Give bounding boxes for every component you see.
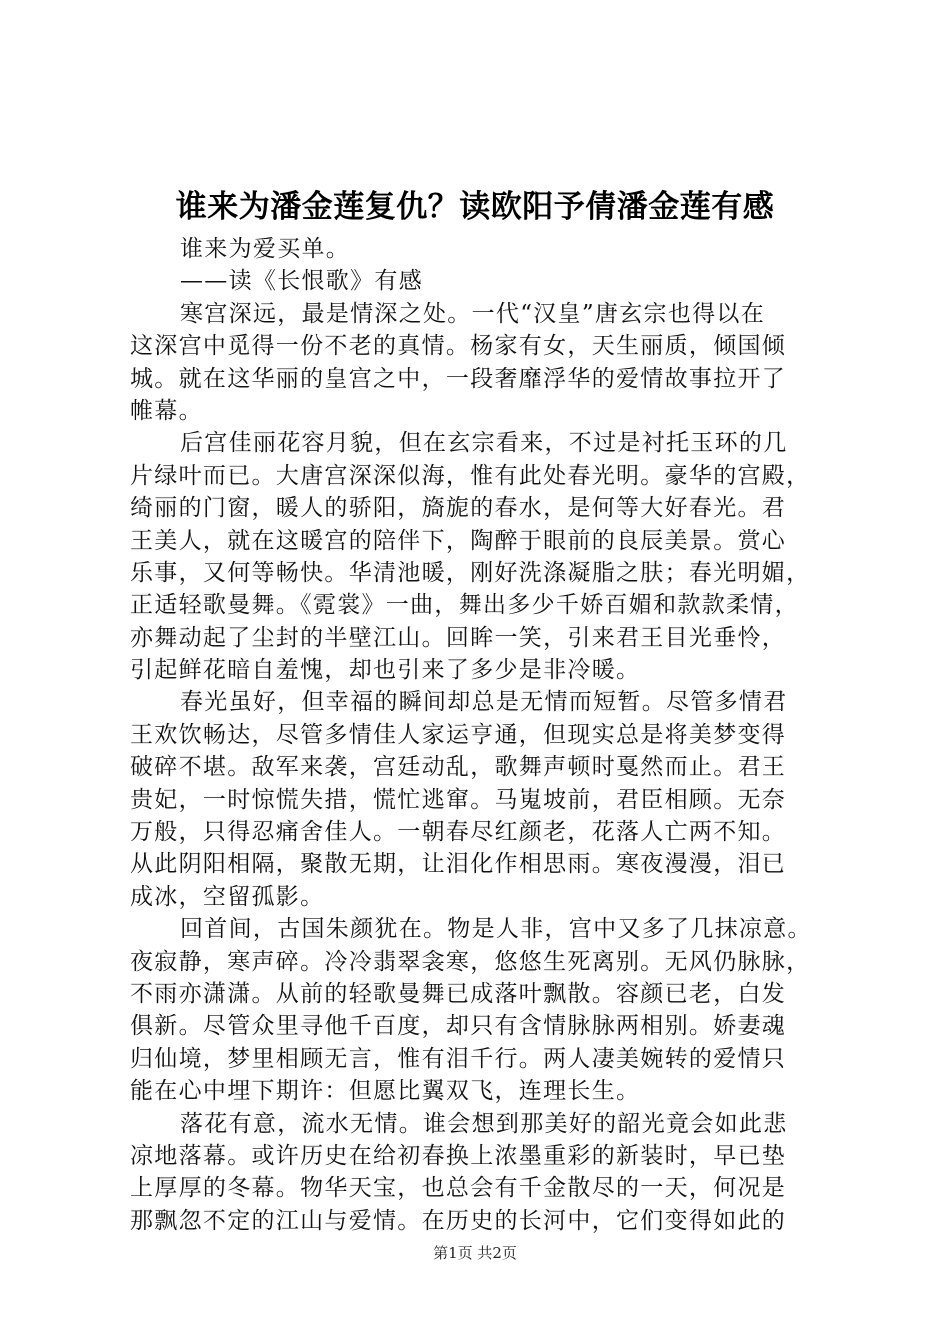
document-title: 谁来为潘金莲复仇？读欧阳予倩潘金莲有感	[175, 189, 775, 225]
text-line: 上厚厚的冬幕。物华天宝，也总会有千金散尽的一天，何况是	[130, 1175, 787, 1202]
paragraph	[130, 686, 826, 913]
document-body	[130, 233, 826, 1237]
text-line: 破碎不堪。敌军来袭，宫廷动乱，歌舞声顿时戛然而止。君王	[130, 754, 787, 781]
paragraph	[130, 913, 826, 1107]
paragraph	[130, 427, 826, 686]
text-line: 谁来为爱买单。	[180, 236, 351, 262]
text-line: 寒宫深远，最是情深之处。一代“汉皇”唐玄宗也得以在	[180, 300, 766, 327]
text-line: 后宫佳丽花容月貌，但在玄宗看来，不过是衬托玉环的几	[180, 430, 788, 457]
page-footer: 第1页 共2页	[433, 1244, 517, 1262]
text-line: 亦舞动起了尘封的半壁江山。回眸一笑，引来君王目光垂怜，	[130, 624, 787, 651]
text-line: 万般，只得忍痛舍佳人。一朝春尽红颜老，花落人亡两不知。	[130, 819, 787, 846]
text-line: 从此阴阳相隔，聚散无期，让泪化作相思雨。寒夜漫漫，泪已	[130, 851, 787, 878]
text-line: 绮丽的门窗，暖人的骄阳，旖旎的春水，是何等大好春光。君	[130, 495, 787, 522]
text-line: 成冰，空留孤影。	[130, 883, 325, 910]
text-line: 落花有意，流水无情。谁会想到那美好的韶光竟会如此悲	[180, 1110, 788, 1137]
paragraph	[130, 233, 826, 265]
text-line: 贵妃，一时惊慌失措，慌忙逃窜。马嵬坡前，君臣相顾。无奈	[130, 786, 787, 813]
text-line: 帷幕。	[130, 397, 203, 424]
paragraph	[130, 298, 826, 428]
text-line: 正适轻歌曼舞。《霓裳》一曲，舞出多少千娇百媚和款款柔情，	[130, 592, 799, 619]
text-line: 不雨亦潇潇。从前的轻歌曼舞已成落叶飘散。容颜已老，白发	[130, 980, 787, 1007]
text-line: 引起鲜花暗自羞愧，却也引来了多少是非冷暖。	[130, 657, 641, 684]
text-line: 这深宫中觅得一份不老的真情。杨家有女，天生丽质，倾国倾	[130, 333, 787, 360]
text-line: 回首间，古国朱颜犹在。物是人非，宫中又多了几抹凉意。	[180, 916, 812, 943]
text-line: 那飘忽不定的江山与爱情。在历史的长河中，它们变得如此的	[130, 1207, 787, 1234]
text-line: 能在心中埋下期许：但愿比翼双飞，连理长生。	[130, 1078, 641, 1105]
text-line: ——读《长恨歌》有感	[180, 268, 423, 295]
text-line: 夜寂静，寒声碎。冷冷翡翠衾寒，悠悠生死离别。无风仍脉脉，	[130, 948, 811, 975]
text-line: 王美人，就在这暖宫的陪伴下，陶醉于眼前的良辰美景。赏心	[130, 527, 787, 554]
text-line: 春光虽好，但幸福的瞬间却总是无情而短暂。尽管多情君	[180, 689, 788, 716]
paragraph	[130, 1108, 826, 1238]
text-line: 王欢饮畅达，尽管多情佳人家运亨通，但现实总是将美梦变得	[130, 721, 787, 748]
text-line: 乐事，又何等畅快。华清池暖，刚好洗涤凝脂之肤；春光明媚，	[130, 559, 811, 586]
text-line: 城。就在这华丽的皇宫之中，一段奢靡浮华的爱情故事拉开了	[130, 365, 787, 392]
text-line: 俱新。尽管众里寻他千百度，却只有含情脉脉两相别。娇妻魂	[130, 1013, 787, 1040]
text-line: 归仙境，梦里相顾无言，惟有泪千行。两人凄美婉转的爱情只	[130, 1045, 787, 1072]
text-line: 片绿叶而已。大唐宫深深似海，惟有此处春光明。豪华的宫殿，	[130, 462, 811, 489]
paragraph	[130, 265, 826, 297]
text-line: 凉地落幕。或许历史在给初春换上浓墨重彩的新装时，早已垫	[130, 1142, 787, 1169]
